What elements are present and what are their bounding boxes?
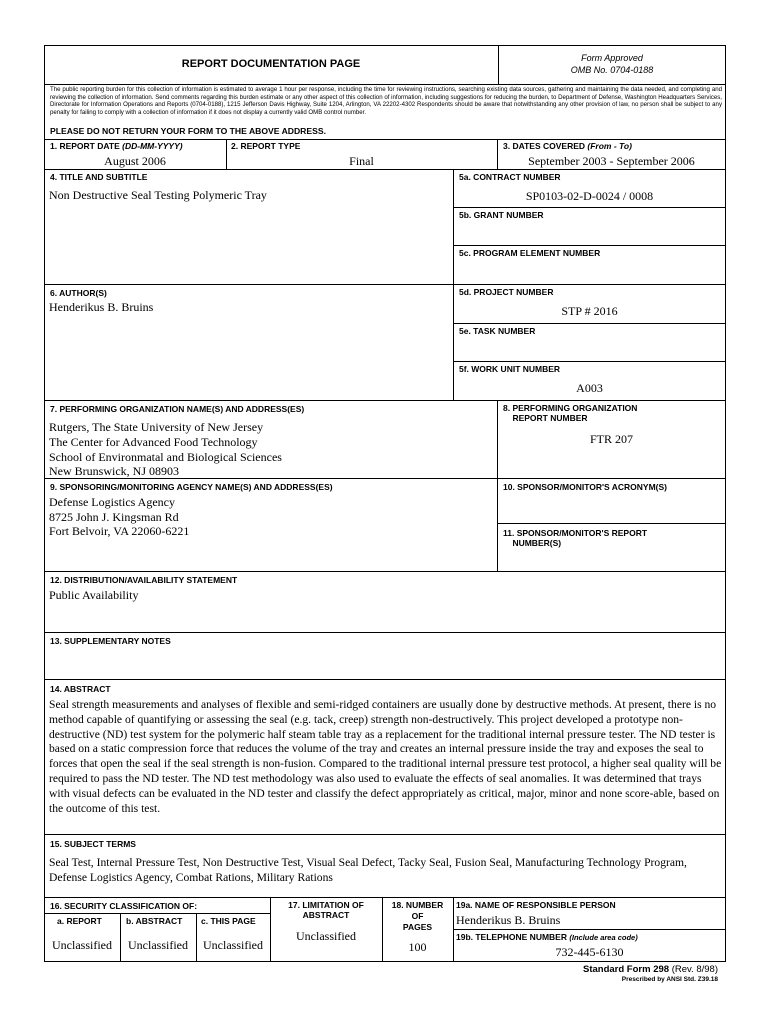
contract-number-value: SP0103-02-D-0024 / 0008 [525, 189, 654, 203]
subject-terms-text: Seal Test, Internal Pressure Test, Non Destructive Test, Visual Seal Defect, Tacky Seal, Fusion Seal, Manufacturing Technology Program, Defense Logistics Agency, Combat Rations, Military Rations [49, 856, 687, 884]
divider [44, 139, 726, 140]
contract-number-label: 5a. CONTRACT NUMBER [459, 172, 561, 182]
divider [44, 400, 726, 401]
sponsor-acronym-label: 10. SPONSOR/MONITOR'S ACRONYM(S) [503, 482, 668, 492]
telephone-label: 19b. TELEPHONE NUMBER (Include area code) [456, 932, 638, 942]
divider [497, 400, 498, 571]
security-page-label: c. THIS PAGE [201, 916, 256, 926]
security-classification-label: 16. SECURITY CLASSIFICATION OF: [50, 901, 198, 911]
dates-covered-label: 3. DATES COVERED (From - To) [503, 141, 632, 151]
omb-number: OMB No. 0704-0188 [570, 65, 654, 75]
sponsoring-agency-line: Fort Belvoir, VA 22060-6221 [49, 524, 190, 538]
form-approved: Form Approved [581, 53, 643, 63]
report-type-value: Final [349, 154, 374, 168]
grant-number-label: 5b. GRANT NUMBER [459, 210, 544, 220]
divider [497, 523, 726, 524]
divider [453, 323, 726, 324]
divider [44, 897, 726, 898]
work-unit-value: A003 [576, 381, 603, 395]
divider [453, 207, 726, 208]
sponsor-report-label: 11. SPONSOR/MONITOR'S REPORT NUMBER(S) [503, 528, 648, 548]
limitation-label: 17. LIMITATION OF ABSTRACT [288, 900, 364, 920]
abstract-text: Seal strength measurements and analyses of flexible and semi-ridged containers are usually done by destructive methods. At present, there is no method capable of quantifying or assessing the seal (e.g. tack, creep) strength non-destructively. This project developed a prototype non-destructive (ND) test system for the polymeric half steam table tray as a replacement for the traditional internal pressure tester. The ND tester is based on a static compression force that reduces the volume of the tray and creates an internal pressure inside the tray and exposes the seal to forces that open the seal if the seal strength is non-fusion. Compared to the traditional internal pressure test protocol, a higher seal quality will be required to pass the ND tester. The ND test methodology was also used to evaluate the effects of seal anomalies. It was determined that trays with visual defects can be evaluated in the ND tester and classify the defect appropriately as critical, major, minor and none score-able, based on the outcome of this test. [49, 698, 722, 815]
performing-report-label: 8. PERFORMING ORGANIZATION REPORT NUMBER [503, 403, 638, 423]
burden-notice: The public reporting burden for this collection of information is estimated to average 1 hour per response, including the time for reviewing instructions, searching existing data sources, gathering and maintaining the data needed, and completing and reviewing the collection of information. Send comments regarding this burden estimate or any other aspect of this collection of information, including suggestions for reducing the burden, to Department of Defense, Washington Headquarters Services, Directorate for Information Operations and Reports (0704-0188), 1215 Jefferson Davis Highway, Suite 1204, Arlington, VA 22202-4302 Respondents should be aware that notwithstanding any other provision of law, no person shall be subject to any penalty for failing to comply with a collection of information if it does not display a currently valid OMB control number. [50, 86, 722, 116]
report-date-value: August 2006 [104, 154, 166, 168]
distribution-value: Public Availability [49, 588, 139, 602]
divider [44, 169, 726, 170]
prescribed-by-label: Prescribed by ANSI Std. Z39.18 [621, 976, 718, 983]
project-number-label: 5d. PROJECT NUMBER [459, 287, 554, 297]
do-not-return-notice: PLEASE DO NOT RETURN YOUR FORM TO THE ABOVE ADDRESS. [50, 126, 326, 136]
authors-label: 6. AUTHOR(S) [50, 288, 107, 298]
divider [44, 834, 726, 835]
divider [453, 245, 726, 246]
divider [44, 632, 726, 633]
security-abstract-value: Unclassified [128, 938, 188, 952]
security-page-value: Unclassified [203, 938, 263, 952]
telephone-value: 732-445-6130 [555, 945, 624, 959]
performing-org-label: 7. PERFORMING ORGANIZATION NAME(S) AND ADDRESS(ES) [50, 404, 305, 414]
responsible-person-label: 19a. NAME OF RESPONSIBLE PERSON [456, 900, 616, 910]
divider [453, 929, 726, 930]
authors-value: Henderikus B. Bruins [49, 300, 154, 314]
form-title: REPORT DOCUMENTATION PAGE [181, 58, 361, 70]
divider [44, 571, 726, 572]
responsible-person-value: Henderikus B. Bruins [456, 913, 561, 927]
sponsoring-agency-line: 8725 John J. Kingsman Rd [49, 510, 179, 524]
project-number-value: STP # 2016 [561, 304, 618, 318]
performing-org-line: New Brunswick, NJ 08903 [49, 464, 179, 478]
distribution-label: 12. DISTRIBUTION/AVAILABILITY STATEMENT [50, 575, 238, 585]
divider [44, 679, 726, 680]
security-report-value: Unclassified [52, 938, 112, 952]
divider [44, 913, 270, 914]
title-subtitle-value: Non Destructive Seal Testing Polymeric Tray [49, 188, 267, 202]
sponsoring-agency-label: 9. SPONSORING/MONITORING AGENCY NAME(S) AND ADDRESS(ES) [50, 482, 333, 492]
program-element-label: 5c. PROGRAM ELEMENT NUMBER [459, 248, 601, 258]
sponsoring-agency-line: Defense Logistics Agency [49, 495, 175, 509]
performing-org-line: The Center for Advanced Food Technology [49, 435, 258, 449]
security-abstract-label: b. ABSTRACT [126, 916, 183, 926]
abstract-label: 14. ABSTRACT [50, 684, 111, 694]
performing-org-line: Rutgers, The State University of New Jersey [49, 420, 264, 434]
security-report-label: a. REPORT [57, 916, 102, 926]
divider [453, 361, 726, 362]
limitation-value: Unclassified [296, 929, 356, 943]
number-of-pages-label: 18. NUMBER OF PAGES [391, 900, 444, 932]
task-number-label: 5e. TASK NUMBER [459, 326, 536, 336]
performing-org-line: School of Environmatal and Biological Sciences [49, 450, 282, 464]
supplementary-label: 13. SUPPLEMENTARY NOTES [50, 636, 171, 646]
report-date-label: 1. REPORT DATE (DD-MM-YYYY) [50, 141, 183, 151]
standard-form-label: Standard Form 298 (Rev. 8/98) [583, 964, 718, 975]
number-of-pages-value: 100 [408, 940, 427, 954]
title-subtitle-label: 4. TITLE AND SUBTITLE [50, 172, 148, 182]
performing-report-value: FTR 207 [589, 432, 633, 446]
subject-terms-label: 15. SUBJECT TERMS [50, 839, 136, 849]
divider [44, 284, 726, 285]
work-unit-label: 5f. WORK UNIT NUMBER [459, 364, 561, 374]
report-type-label: 2. REPORT TYPE [231, 141, 301, 151]
dates-covered-value: September 2003 - September 2006 [528, 154, 695, 168]
divider [44, 84, 726, 85]
